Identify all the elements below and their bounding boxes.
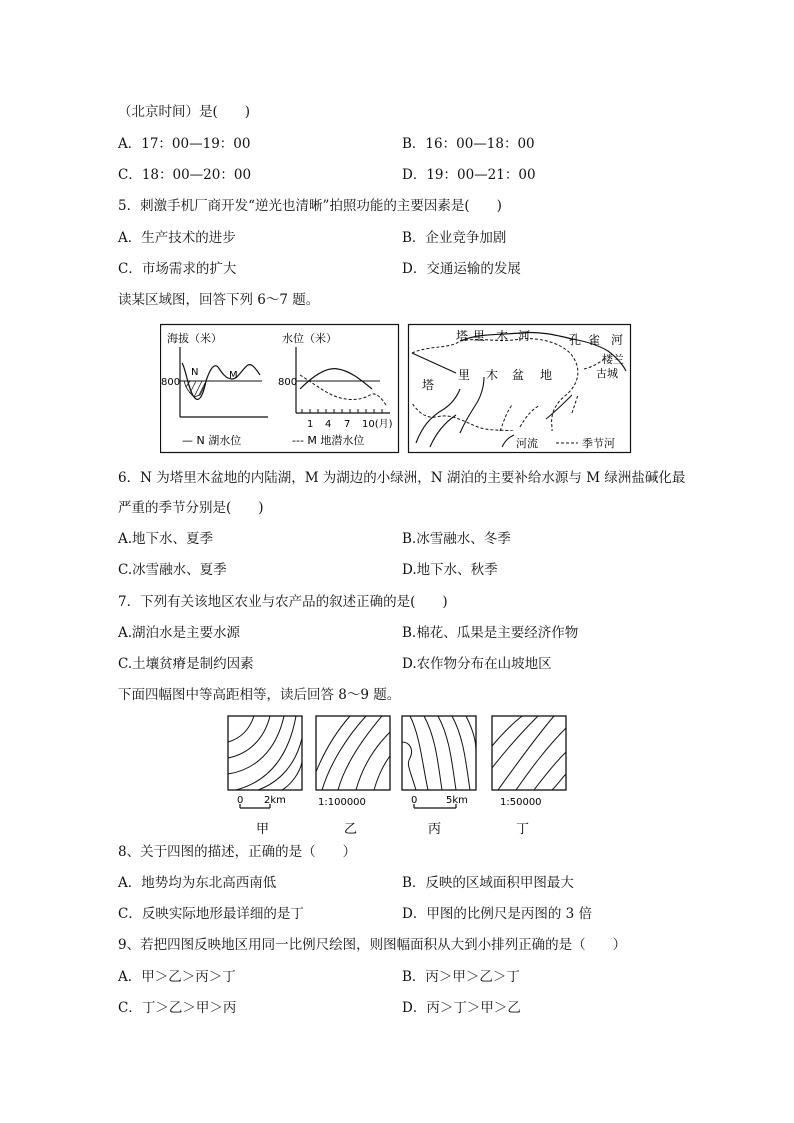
map-label-que: 雀 [588, 333, 601, 347]
yi-scale-text: 1:100000 [318, 797, 366, 808]
legend-m-groundwater: --- M 地潜水位 [292, 434, 365, 447]
contour-panel-yi [316, 716, 390, 837]
q5-option-d[interactable]: D．交通运输的发展 [402, 261, 521, 277]
q9-stem: 9、若把四图反映地区用同一比例尺绘图，则图幅面积从大到小排列正确的是（ ） [118, 937, 627, 953]
q7-stem: 7．下列有关该地区农业与农产品的叙述正确的是( ) [118, 594, 448, 610]
q5-stem: 5．刺激手机厂商开发“逆光也清晰”拍照功能的主要因素是( ) [118, 198, 502, 214]
label-m: M [229, 370, 238, 381]
map-label-li2: 里 [458, 368, 471, 382]
jia-name: 甲 [256, 822, 270, 837]
q9-option-b[interactable]: B．丙＞甲＞乙＞丁 [402, 969, 520, 985]
label-n: N [191, 367, 199, 378]
q9-option-a[interactable]: A．甲＞乙＞丙＞丁 [118, 969, 236, 985]
map-label-loulan: 楼兰 [602, 353, 624, 366]
x-tick-4: 4 [325, 419, 332, 430]
altitude-chart [161, 331, 268, 417]
q7-option-d[interactable]: D.农作物分布在山坡地区 [402, 656, 552, 672]
q9-option-c[interactable]: C．丁＞乙＞甲＞丙 [118, 1000, 237, 1016]
map-label-di: 地 [540, 368, 553, 382]
q8-option-b[interactable]: B．反映的区域面积甲图最大 [402, 875, 574, 891]
map-label-mu1: 木 [496, 329, 509, 343]
q6-option-d[interactable]: D.地下水、秋季 [402, 562, 498, 578]
tarim-map [409, 325, 631, 453]
map-label-li1: 里 [473, 329, 486, 343]
map-label-gucheng: 古城 [596, 367, 618, 380]
water-level-title: 水位（米） [282, 332, 337, 345]
q8-stem: 8、关于四图的描述，正确的是（ ） [118, 844, 357, 860]
q6-option-c[interactable]: C.冰雪融水、夏季 [118, 562, 227, 578]
q5-option-b[interactable]: B．企业竞争加剧 [402, 230, 507, 246]
q8-option-d[interactable]: D．甲图的比例尺是丙图的 3 倍 [402, 906, 592, 922]
figure-tarim-region [160, 323, 632, 455]
map-label-kong: 孔 [569, 333, 582, 347]
contour-panel-jia [228, 716, 302, 837]
q7-option-a[interactable]: A.湖泊水是主要水源 [118, 625, 241, 641]
legend-n-lake: — N 湖水位 [182, 434, 242, 447]
q6-stem-line2: 严重的季节分别是( ) [118, 500, 264, 516]
q9-option-d[interactable]: D．丙＞丁＞甲＞乙 [402, 1000, 521, 1016]
x-tick-10: 10(月) [362, 419, 393, 430]
q5-option-a[interactable]: A．生产技术的进步 [118, 230, 236, 246]
intro-6-7: 读某区域图，回答下列 6～7 题。 [118, 292, 320, 308]
jia-scale-zero: 0 [237, 795, 244, 806]
bing-name: 丙 [428, 822, 442, 837]
q4-option-c[interactable]: C．18：00—20：00 [118, 167, 252, 183]
altitude-chart-ytick: 800 [161, 377, 181, 388]
altitude-chart-title: 海拔（米） [167, 332, 222, 345]
water-level-ytick: 800 [278, 377, 298, 388]
q6-option-a[interactable]: A.地下水、夏季 [118, 531, 214, 547]
jia-scale-value: 2km [264, 795, 286, 806]
ding-name: 丁 [516, 822, 530, 837]
figure-contour-maps [224, 712, 572, 840]
x-tick-7: 7 [344, 419, 351, 430]
bing-scale-value: 5km [446, 795, 468, 806]
q7-option-b[interactable]: B.棉花、瓜果是主要经济作物 [402, 625, 579, 641]
x-tick-1: 1 [307, 419, 314, 430]
map-label-ta2: 塔 [422, 378, 435, 392]
contour-panel-bing [402, 716, 476, 837]
q8-option-a[interactable]: A．地势均为东北高西南低 [118, 875, 277, 891]
intro-8-9: 下面四幅图中等高距相等，读后回答 8～9 题。 [118, 687, 401, 703]
map-legend-seasonal-river: 季节河 [582, 437, 615, 450]
map-label-he2: 河 [611, 333, 624, 347]
q4-option-a[interactable]: A．17：00—19：00 [118, 136, 251, 152]
q5-option-c[interactable]: C．市场需求的扩大 [118, 261, 237, 277]
map-label-mu2: 木 [486, 368, 499, 382]
yi-name: 乙 [344, 822, 358, 837]
q4-option-d[interactable]: D．19：00—21：00 [402, 167, 536, 183]
q4-option-b[interactable]: B．16：00—18：00 [402, 136, 535, 152]
q6-stem-line1: 6．N 为塔里木盆地的内陆湖，M 为湖边的小绿洲，N 湖泊的主要补给水源与 M 绿洲盐碱化最 [118, 470, 686, 486]
q7-option-c[interactable]: C.土壤贫瘠是制约因素 [118, 656, 254, 672]
q4-stem-tail: （北京时间）是( ) [118, 104, 251, 120]
map-label-ta1: 塔 [456, 329, 469, 343]
map-legend-river: 河流 [516, 437, 538, 450]
q6-option-b[interactable]: B.冰雪融水、冬季 [402, 531, 511, 547]
water-level-chart [278, 331, 393, 430]
map-label-pen: 盆 [512, 368, 525, 382]
map-label-he1: 河 [518, 329, 531, 343]
q8-option-c[interactable]: C．反映实际地形最详细的是丁 [118, 906, 304, 922]
contour-panel-ding [492, 716, 566, 837]
ding-scale-text: 1:50000 [500, 797, 542, 808]
bing-scale-zero: 0 [411, 795, 418, 806]
